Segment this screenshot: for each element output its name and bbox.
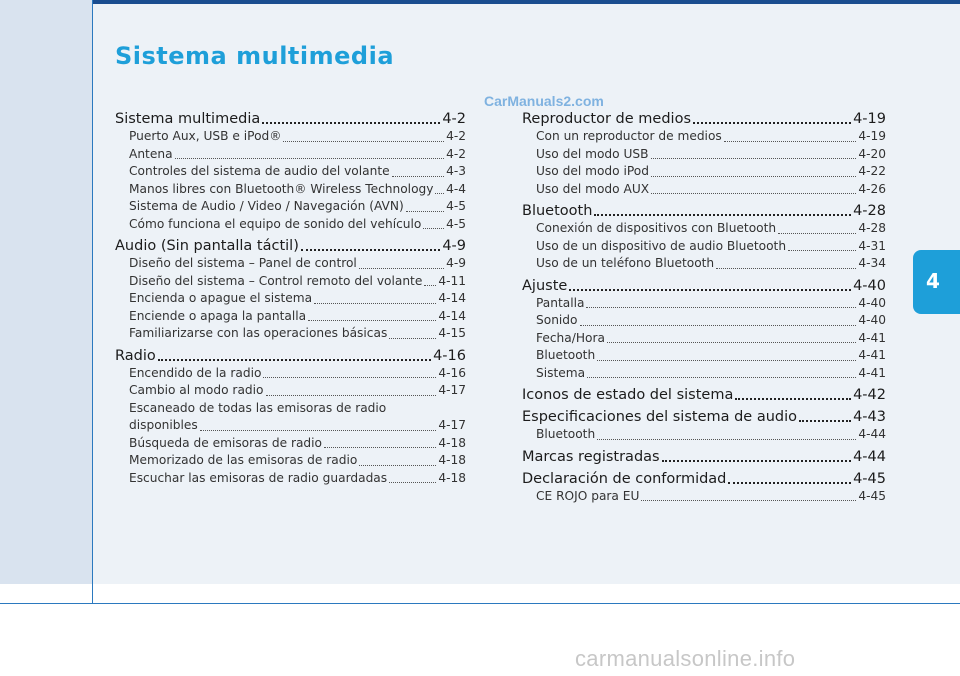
- entry-title: Uso del modo iPod: [536, 164, 649, 178]
- toc-section[interactable]: [115, 110, 466, 128]
- toc-section[interactable]: [522, 202, 886, 220]
- dot-leader: [662, 460, 851, 462]
- page-number: 4-16: [433, 347, 466, 364]
- toc-item[interactable]: [129, 290, 466, 308]
- entry-title: Uso del modo USB: [536, 146, 649, 161]
- toc-item[interactable]: [536, 146, 886, 164]
- dot-leader: [597, 439, 856, 440]
- dot-leader: [594, 214, 851, 216]
- page-number: 4-2: [446, 146, 466, 161]
- dot-leader: [283, 141, 444, 142]
- dot-leader: [314, 303, 436, 304]
- entry-title: Marcas registradas: [522, 448, 660, 465]
- watermark: CarManuals2.com: [484, 93, 604, 109]
- toc-item[interactable]: [129, 382, 466, 400]
- page-number: 4-18: [438, 470, 466, 485]
- toc-left-column: [115, 110, 466, 487]
- toc-item[interactable]: [129, 452, 466, 470]
- toc-item[interactable]: [129, 216, 466, 234]
- entry-title: Sistema: [536, 365, 586, 380]
- entry-title: CE ROJO para EU: [536, 488, 640, 503]
- page-number: 4-20: [858, 146, 886, 161]
- toc-item[interactable]: [129, 255, 466, 273]
- entry-title: Antena: [129, 146, 173, 161]
- entry-title: Cambio al modo radio: [129, 383, 264, 397]
- entry-title: Diseño del sistema – Panel de control: [129, 256, 357, 270]
- chapter-number: 4: [926, 269, 940, 293]
- toc-item[interactable]: [536, 128, 886, 146]
- dot-leader: [389, 482, 436, 483]
- horizontal-divider: [0, 603, 960, 604]
- toc-item[interactable]: [536, 330, 886, 348]
- page-title: Sistema multimedia: [115, 42, 395, 70]
- toc-item[interactable]: [536, 238, 886, 256]
- entry-title: Uso de un teléfono Bluetooth: [536, 256, 715, 270]
- page-number: 4-9: [442, 238, 466, 254]
- entry-title: Enciende o apaga la pantalla: [129, 308, 307, 323]
- entry-title: Diseño del sistema – Control remoto del volante: [129, 273, 423, 288]
- dot-leader: [728, 482, 851, 484]
- entry-title: Memorizado de las emisoras de radio: [129, 453, 358, 467]
- dot-leader: [424, 285, 436, 286]
- page-number: 4-40: [858, 313, 886, 327]
- page-number: 4-43: [853, 409, 886, 425]
- page-number: 4-31: [858, 238, 886, 253]
- entry-title: Bluetooth: [536, 427, 596, 441]
- page-number: 4-40: [858, 295, 886, 310]
- entry-title: Encienda o apague el sistema: [129, 291, 313, 305]
- entry-title: Uso del modo AUX: [536, 181, 650, 196]
- entry-title: Controles del sistema de audio del volante: [129, 164, 390, 178]
- dot-leader: [406, 211, 444, 212]
- toc-right-column: [522, 110, 886, 505]
- dot-leader: [651, 176, 856, 177]
- page-number: 4-41: [858, 330, 886, 345]
- entry-title: Especificaciones del sistema de audio: [522, 409, 798, 425]
- top-accent-bar: [92, 0, 960, 4]
- dot-leader: [324, 447, 436, 448]
- entry-title: Ajuste: [522, 277, 568, 294]
- page-number: 4-41: [858, 365, 886, 380]
- entry-title: Radio: [115, 347, 156, 364]
- toc-item[interactable]: [129, 417, 466, 435]
- dot-leader: [423, 228, 444, 229]
- dot-leader: [569, 289, 851, 291]
- dot-leader: [693, 122, 851, 124]
- toc-item[interactable]: [129, 146, 466, 164]
- toc-item-line: [129, 400, 466, 418]
- page-number: 4-14: [438, 291, 466, 305]
- toc-item[interactable]: [536, 365, 886, 383]
- dot-leader: [597, 360, 856, 361]
- page-number: 4-17: [438, 418, 466, 432]
- dot-leader: [262, 122, 440, 124]
- toc-section[interactable]: [522, 448, 886, 466]
- vertical-divider: [92, 0, 93, 604]
- toc-item[interactable]: [536, 488, 886, 506]
- dot-leader: [651, 158, 857, 159]
- toc-section[interactable]: [115, 347, 466, 365]
- toc-section[interactable]: [522, 277, 886, 295]
- entry-title: Bluetooth: [536, 348, 596, 362]
- toc-item[interactable]: [536, 255, 886, 273]
- dot-leader: [641, 500, 856, 501]
- toc-section[interactable]: [115, 237, 466, 255]
- dot-leader: [392, 176, 444, 177]
- dot-leader: [359, 268, 444, 269]
- toc-item[interactable]: [129, 308, 466, 326]
- dot-leader: [308, 320, 436, 321]
- entry-title: Sistema multimedia: [115, 111, 261, 127]
- entry-title: Cómo funciona el equipo de sonido del vehículo: [129, 216, 422, 231]
- entry-title: Encendido de la radio: [129, 365, 262, 380]
- toc-item[interactable]: [129, 435, 466, 453]
- entry-title: Escaneado de todas las emisoras de radio: [129, 400, 387, 415]
- dot-leader: [158, 359, 431, 361]
- page-number: 4-42: [853, 387, 886, 403]
- page-number: 4-18: [438, 453, 466, 467]
- page-number: 4-44: [853, 448, 886, 465]
- page-number: 4-40: [853, 277, 886, 294]
- page-number: 4-9: [446, 256, 466, 270]
- toc-item[interactable]: [129, 181, 466, 199]
- entry-title: Uso de un dispositivo de audio Bluetooth: [536, 238, 787, 253]
- dot-leader: [799, 420, 851, 422]
- dot-leader: [263, 377, 436, 378]
- entry-title: Con un reproductor de medios: [536, 129, 722, 143]
- entry-title: Conexión de dispositivos con Bluetooth: [536, 221, 777, 235]
- page-number: 4-19: [853, 111, 886, 127]
- dot-leader: [266, 395, 437, 396]
- dot-leader: [788, 250, 856, 251]
- toc-item[interactable]: [129, 128, 466, 146]
- entry-title: Pantalla: [536, 295, 585, 310]
- dot-leader: [607, 342, 856, 343]
- dot-leader: [724, 141, 857, 142]
- page-number: 4-19: [858, 129, 886, 143]
- entry-title: Fecha/Hora: [536, 330, 605, 345]
- toc-item[interactable]: [536, 181, 886, 199]
- page-number: 4-15: [438, 326, 466, 340]
- toc-item[interactable]: [129, 273, 466, 291]
- toc-item[interactable]: [536, 295, 886, 313]
- page-number: 4-22: [858, 164, 886, 178]
- toc-item[interactable]: [129, 163, 466, 181]
- dot-leader: [735, 398, 851, 400]
- toc-section[interactable]: [522, 470, 886, 488]
- page-number: 4-2: [442, 111, 466, 127]
- page-number: 4-26: [858, 181, 886, 196]
- toc-item[interactable]: [536, 163, 886, 181]
- entry-title: Audio (Sin pantalla táctil): [115, 238, 299, 254]
- entry-title: Iconos de estado del sistema: [522, 387, 734, 403]
- page-number: 4-44: [858, 427, 886, 441]
- entry-title: Bluetooth: [522, 203, 593, 219]
- page-number: 4-5: [446, 199, 466, 213]
- dot-leader: [580, 325, 857, 326]
- entry-title: Puerto Aux, USB e iPod®: [129, 129, 282, 143]
- page-number: 4-45: [858, 488, 886, 503]
- dot-leader: [389, 338, 436, 339]
- toc-section[interactable]: [522, 386, 886, 404]
- entry-title: disponibles: [129, 418, 198, 432]
- dot-leader: [359, 465, 436, 466]
- entry-title: Escuchar las emisoras de radio guardadas: [129, 470, 388, 485]
- page-number: 4-28: [858, 221, 886, 235]
- dot-leader: [778, 233, 856, 234]
- page-number: 4-5: [446, 216, 466, 231]
- page-number: 4-45: [853, 470, 886, 487]
- entry-title: Familiarizarse con las operaciones básicas: [129, 326, 388, 340]
- chapter-tab[interactable]: [913, 250, 960, 314]
- toc-item[interactable]: [129, 365, 466, 383]
- page-number: 4-4: [446, 181, 466, 196]
- dot-leader: [200, 430, 437, 431]
- page-number: 4-18: [438, 435, 466, 450]
- page-number: 4-11: [438, 273, 466, 288]
- toc-item[interactable]: [536, 347, 886, 365]
- entry-title: Sistema de Audio / Video / Navegación (AVN): [129, 199, 404, 213]
- dot-leader: [435, 193, 444, 194]
- page-number: 4-2: [446, 129, 466, 143]
- toc-item[interactable]: [536, 312, 886, 330]
- dot-leader: [586, 307, 856, 308]
- page-number: 4-3: [446, 164, 466, 178]
- dot-leader: [716, 268, 856, 269]
- dot-leader: [587, 377, 856, 378]
- toc-item[interactable]: [129, 198, 466, 216]
- entry-title: Sonido: [536, 313, 578, 327]
- dot-leader: [175, 158, 445, 159]
- entry-title: Declaración de conformidad: [522, 470, 727, 487]
- page-number: 4-17: [438, 383, 466, 397]
- toc-section[interactable]: [522, 408, 886, 426]
- toc-item[interactable]: [536, 220, 886, 238]
- page-number: 4-41: [858, 348, 886, 362]
- entry-title: Manos libres con Bluetooth® Wireless Technology: [129, 181, 434, 196]
- page-number: 4-16: [438, 365, 466, 380]
- toc-item[interactable]: [129, 470, 466, 488]
- dot-leader: [651, 193, 856, 194]
- page-number: 4-28: [853, 203, 886, 219]
- toc-item[interactable]: [129, 325, 466, 343]
- page-number: 4-34: [858, 256, 886, 270]
- entry-title: Reproductor de medios: [522, 111, 691, 127]
- page-number: 4-14: [438, 308, 466, 323]
- footer-watermark: carmanualsonline.info: [575, 646, 796, 671]
- toc-item[interactable]: [536, 426, 886, 444]
- left-margin-band: [0, 0, 92, 584]
- toc-section[interactable]: [522, 110, 886, 128]
- entry-title: Búsqueda de emisoras de radio: [129, 435, 323, 450]
- dot-leader: [301, 249, 440, 251]
